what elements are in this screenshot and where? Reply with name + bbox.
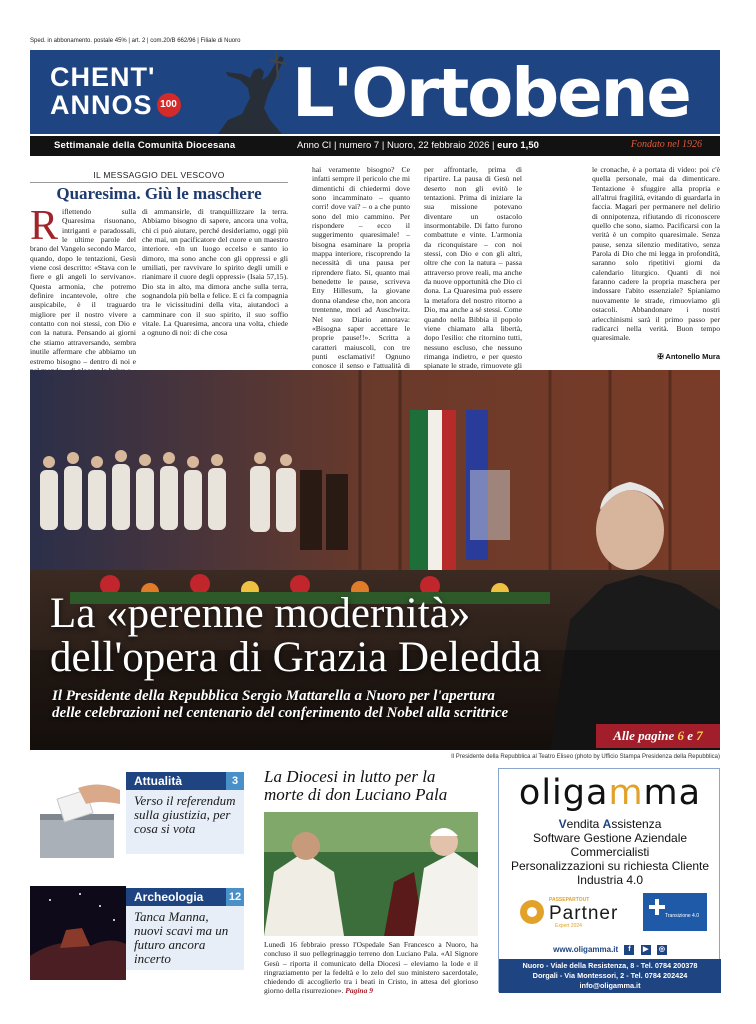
- price: euro 1,50: [497, 140, 539, 151]
- brand-accent: m: [608, 773, 644, 813]
- transizione-40-logo: [643, 893, 707, 931]
- hero-subtitle: [52, 688, 732, 722]
- ad-line-4: Personalizzazioni su richiesta Cliente: [510, 859, 710, 873]
- partner-small-text: PASSEPARTOUT: [549, 897, 590, 903]
- t40-text: Transizione 4.0: [665, 913, 699, 919]
- instagram-icon[interactable]: ◎: [658, 946, 665, 953]
- teaser-archeologia[interactable]: [30, 886, 244, 980]
- issue-text: Anno CI | numero 7 | Nuoro, 22 febbraio 2026 |: [297, 140, 495, 151]
- passepartout-partner-logo: [519, 893, 627, 931]
- brand-pre: oliga: [518, 773, 609, 813]
- ad-line-1: [499, 817, 721, 831]
- editorial-signature: ✠ Antonello Mura: [657, 352, 720, 361]
- partner-badge-icon: [519, 899, 545, 925]
- editorial-column-1: [30, 203, 136, 366]
- teaser-label: Archeologia: [126, 888, 226, 906]
- hero-title-line-1: La «perenne modernità»: [50, 590, 471, 637]
- obituary-body: Lunedì 16 febbraio presso l'Ospedale San Francesco a Nuoro, ha concluso il suo pellegrinaggio terreno don Luciano Pala. «Al Signore Gesù – riporta il comunicato della Diocesi – eleviamo la lode e il ringraziamento per la fedeltà e lo zelo del suo ministero sacerdotale, chiedendo di accoglierlo tra i beati in Cristo, in attesa del glorioso giorno della risurrezione».: [264, 940, 478, 996]
- ad-brand: [499, 773, 721, 813]
- editorial-column-5: le cronache, è a portata di video: poi c'è quella personale, mai da dimenticare. Tentazione è sfuggire alla propria e all'altrui fragilità, evitando di guardarla in faccia. Magari per permanere nel delirio di onnipotenza, rifiutando di riconoscere quello che sono, siamo. Pacificarsi con la verità è un compito quaresimale. Senza pause, senza silenzio meditativo, senza Parola di Dio che mi legga in profondità, saranno solo ripetitivi giorni da calendario liturgico. Quanti di noi faranno cadere la propria maschera per indossare l'abito essenziale? Spianiamo nuovamente le strade, rimuoviamo gli ostacoli. Abbandonare i nostri arlecchinismi sarà il primo passo per radicarci nella verità. Buon tempo quaresimale.: [592, 165, 720, 343]
- founded-note: Fondato nel 1926: [630, 139, 702, 150]
- subheader-bar: [30, 136, 720, 156]
- ad-website[interactable]: www.oligamma.it: [553, 945, 619, 955]
- line1-b: endita: [566, 817, 603, 831]
- teaser-page: 3: [226, 772, 244, 790]
- teaser-label: Attualità: [126, 772, 226, 790]
- kicker-divider: [30, 182, 288, 183]
- pages-prefix: Alle pagine: [613, 728, 675, 743]
- issue-info: [297, 140, 539, 151]
- contact-dorgali: Dorgali - Via Montessori, 2 - Tel. 0784 202424: [532, 971, 688, 980]
- newspaper-title: L'Ortobene: [292, 54, 690, 132]
- obituary-text: [264, 940, 478, 996]
- pages-to: 7: [696, 728, 703, 743]
- editorial-column-2: di ammansirle, di tranquillizzare la terra. Abbiamo bisogno di sapere, ancora una volta, chi ci può aiutare, perché desideriamo, oggi più che mai, un pacificatore del cuore e un maestro interiore. «In un luogo eccelso e santo io dimoro, ma sono anche con gli oppressi e gli umiliati, per ravvivare lo spirito degli umili e rianimare il cuore degli oppressi» (Isaia 57,15). Dio sta in alto, ma dimora anche sulla terra, sognandola più bella e felice. E ci fa compagnia tra le vicissitudini della vita, aiutandoci a camminare con il suo spirito, il suo soffio vitale. La Quaresima, ancora una volta, chiede a ognuno di noi: di che cosa: [142, 207, 288, 338]
- ad-line-5: Industria 4.0: [576, 873, 644, 887]
- editorial-title: Quaresima. Giù le maschere: [56, 184, 262, 203]
- hero-title-line-2: dell'opera di Grazia Deledda: [50, 634, 542, 681]
- redeemer-statue-icon: [198, 50, 298, 134]
- editorial-kicker: IL MESSAGGIO DEL VESCOVO: [93, 170, 225, 180]
- column-1-text: iflettendo sulla Quaresima risuonano, intriganti e paradossali, le ultime parole del brano del Vangelo secondo Marco, quando, dopo le tentazioni, Gesù viene così descritto: «Stava con le fiere e gli angeli lo servivano». Questa armonia, che potremo definire incantevole, oltre che auspicabile, è il traguardo migliore per il nostro vivere a contatto con noi stessi, con Dio e con la natura. Pensando ai giorni che stiamo attraversando, sembra inutile affermare che abbiamo un estremo bisogno – dentro di noi e: [30, 207, 136, 366]
- pages-join: e: [687, 728, 694, 743]
- postal-note: Sped. in abbonamento. postale 45% | art. 2 | com.20/B 662/96 | Filiale di Nuoro: [30, 38, 241, 44]
- centenary-line-2: ANNOS: [50, 90, 153, 120]
- drop-cap: R: [30, 203, 59, 249]
- facebook-icon[interactable]: f: [624, 945, 634, 955]
- partner-tiny-text: Expert 2024: [555, 923, 582, 929]
- contact-email[interactable]: info@oligamma.it: [579, 981, 641, 990]
- obituary-photo: [264, 812, 478, 936]
- obituary-story[interactable]: [264, 768, 478, 1008]
- nuraghe-night-photo: [30, 886, 126, 980]
- teaser-page: 12: [226, 888, 244, 906]
- teaser-text: Verso il referendum sulla giustizia, per cosa si vota: [126, 790, 244, 854]
- obituary-page-ref[interactable]: Pagina 9: [345, 986, 373, 996]
- contact-nuoro: Nuoro - Viale della Resistenza, 8 - Tel. 0784 200378: [522, 961, 698, 970]
- obituary-headline: La Diocesi in lutto per la morte di don Luciano Pala: [264, 767, 448, 804]
- line1-d: ssistenza: [611, 817, 662, 831]
- line1-c: A: [602, 817, 612, 831]
- hero-subtitle-line-1: Il Presidente della Repubblica Sergio Mattarella a Nuoro per l'apertura: [52, 688, 495, 704]
- pages-link[interactable]: [596, 724, 720, 748]
- masthead: [30, 50, 720, 134]
- brand-post: ma: [643, 773, 702, 813]
- hero-title: [50, 592, 690, 680]
- ad-web-social: [499, 945, 721, 955]
- centenary-badge: 100: [157, 93, 181, 117]
- partner-big-text: Partner: [549, 903, 619, 924]
- teaser-attualita[interactable]: [30, 770, 244, 864]
- editorial-column-3: hai veramente bisogno? Ce infatti sempre il pericolo che mi dimentichi di chiedermi dove sono incamminato – quanto corri! dove vai? – o a che punto sono del mio cammino. Per rispondere – ecco il suggerimento quaresimale! – bisogna esaminare la propria mappa interiore, riscoprendo la necessità di una pausa per riprendere fiato. Si, quanto mai benedette le pause, scriveva Etty Hillesum, la giovane donna olandese che, non ancora trentenne, morì ad Auschwitz. Nel suo Diario annotava: «Bisogna saper accettare le proprie pause!!». Scritta a caratteri maiuscoli, con tre punti esclamativi! Ognuno conosce il senso e l'attualità di: [312, 165, 410, 371]
- youtube-icon[interactable]: ▶: [641, 945, 651, 955]
- plus-icon: [647, 897, 667, 917]
- ad-services: [499, 817, 721, 887]
- oligamma-ad[interactable]: [498, 768, 720, 992]
- ad-contacts: [499, 959, 721, 993]
- line1-a: V: [558, 817, 567, 831]
- centenary-line-1: CHENT': [50, 62, 156, 92]
- tagline: Settimanale della Comunità Diocesana: [54, 140, 236, 151]
- teaser-text: Tanca Manna, nuovi scavi ma un futuro ancora incerto: [126, 906, 244, 970]
- ballot-photo: [30, 770, 126, 864]
- hero-photo-caption: Il Presidente della Repubblica al Teatro Eliseo (photo by Ufficio Stampa Presidenza della Repubblica): [451, 754, 720, 760]
- bishop-editorial: [30, 165, 720, 371]
- pages-from: 6: [677, 728, 684, 743]
- ad-line-2: Software Gestione Aziendale: [532, 831, 688, 845]
- editorial-column-4: per affrontarle, prima di ripartire. La pausa di Gesù nel deserto non gli evitò le tentazioni. Prima di iniziare la sua missione potevano diventare un ostacolo insormontabile. Di fatto furono combattute e vinte. L'armonia da riconquistare – con noi stessi, con Dio e con gli altri, oltre che con la natura – passa attraverso prove reali, ma anche da nuove opportunità che Dio ci dona. La Quaresima può essere la metafora del nostro ritorno a Dio, ma anche a sé stessi. Come quando nella Bibbia il popolo viene chiamato alla libertà, dopo l'esilio: che ritornino tutti, nessuno escluso, che nessuno rimanga indietro, e per questo spianate le strade, rimuovete gli: [424, 165, 522, 371]
- ad-line-3: Commercialisti: [570, 845, 650, 859]
- hero-story[interactable]: [30, 370, 720, 750]
- centenary-logo: [50, 63, 181, 119]
- hero-subtitle-line-2: delle celebrazioni nel centenario del conferimento del Nobel alla scrittrice: [52, 705, 509, 721]
